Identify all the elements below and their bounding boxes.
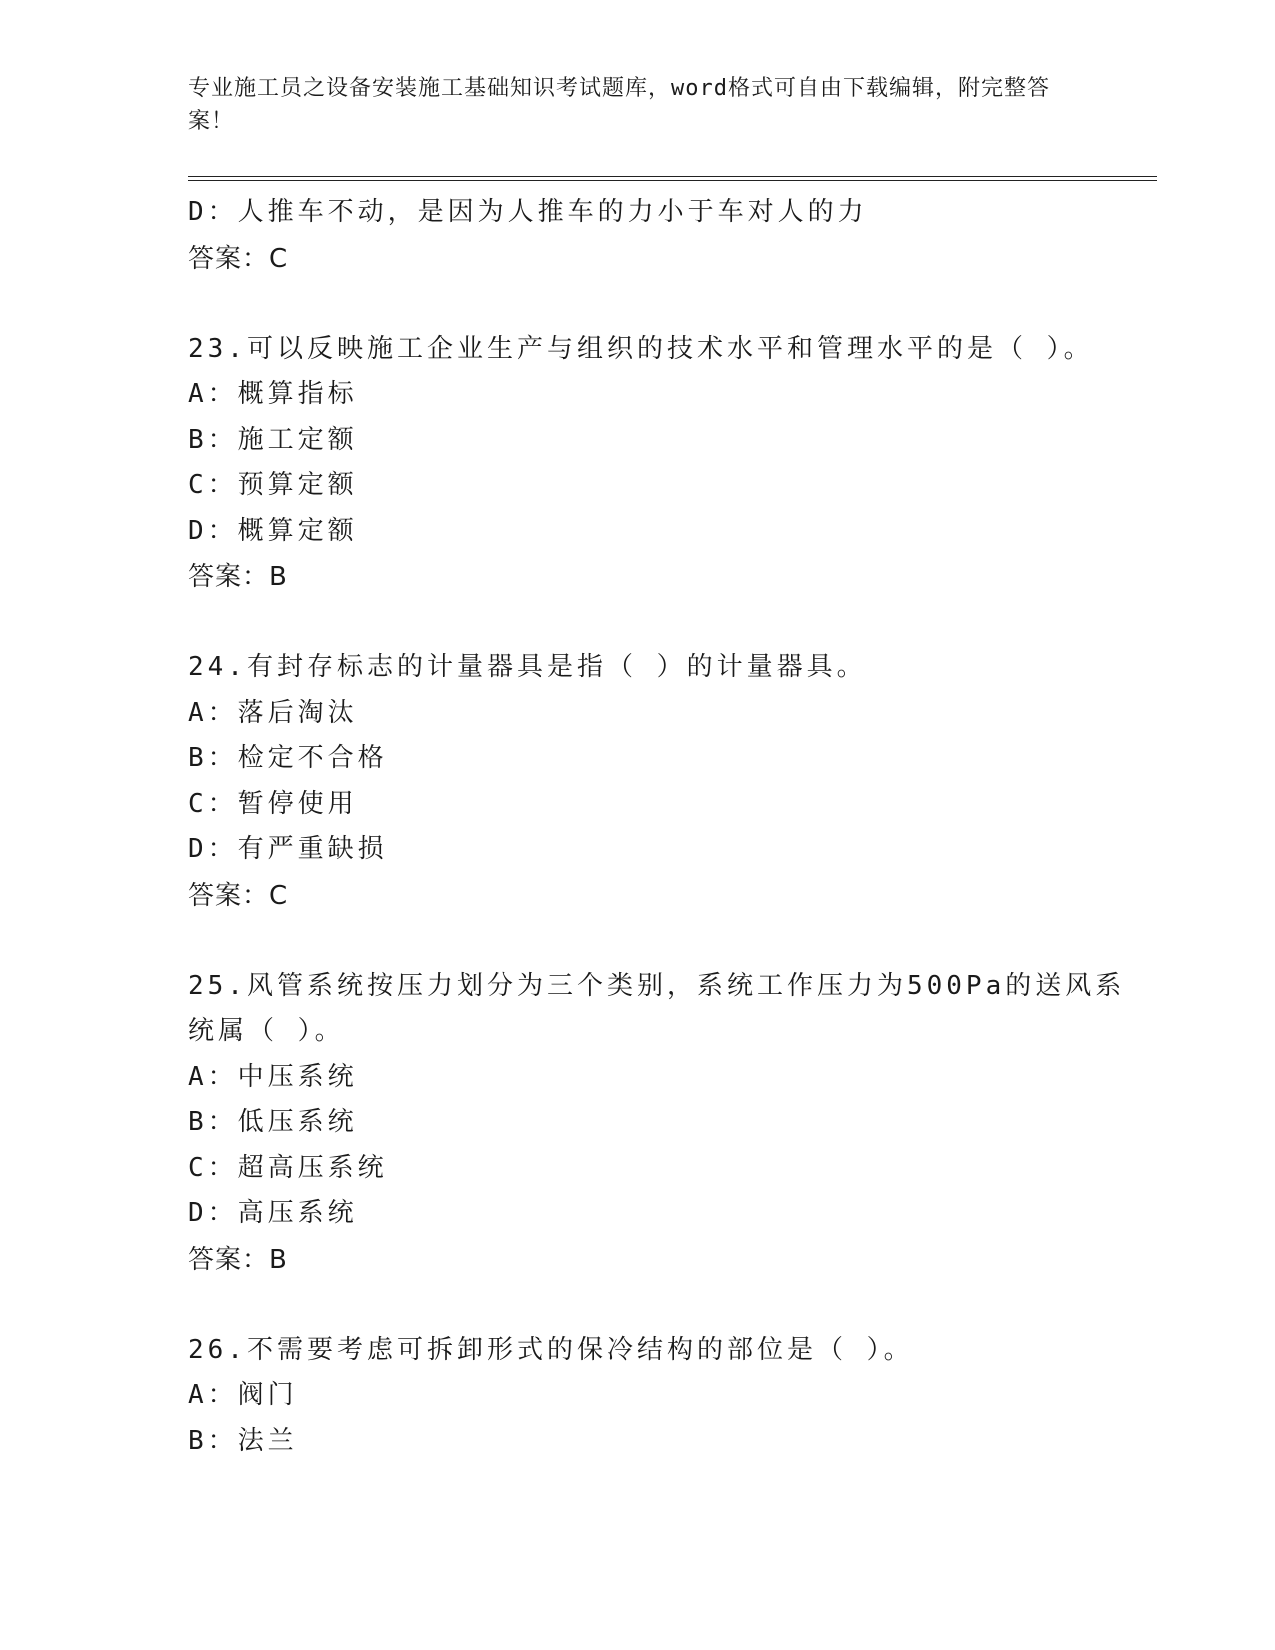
option-d: D：概算定额 <box>188 515 358 546</box>
question-24 <box>188 645 1108 919</box>
question-stem: 25.风管系统按压力划分为三个类别，系统工作压力为500Pa的送风系 <box>188 970 1126 1001</box>
option-d: D：高压系统 <box>188 1198 358 1228</box>
document-header: 专业施工员之设备安装施工基础知识考试题库，word格式可自由下载编辑，附完整答案！ <box>188 76 1050 134</box>
option-b: B：低压系统 <box>188 1107 358 1137</box>
option-b: B：检定不合格 <box>188 743 388 773</box>
option-b: B：法兰 <box>188 1425 298 1456</box>
answer-line: 答案：B <box>188 562 288 592</box>
option-a: A：阀门 <box>188 1380 298 1410</box>
question-26 <box>188 1328 1108 1465</box>
option-c: C：暂停使用 <box>188 788 358 819</box>
option-d: D：人推车不动，是因为人推车的力小于车对人的力 <box>188 197 868 227</box>
question-stem: 26.不需要考虑可拆卸形式的保冷结构的部位是（ ）。 <box>188 1334 914 1365</box>
option-c: C：预算定额 <box>188 470 358 500</box>
question-23 <box>188 327 1108 601</box>
answer-line: 答案：B <box>188 1244 288 1275</box>
option-a: A：落后淘汰 <box>188 697 358 728</box>
option-a: A：中压系统 <box>188 1061 358 1092</box>
answer-line: 答案：C <box>188 880 289 911</box>
option-b: B：施工定额 <box>188 424 358 455</box>
question-stem: 24.有封存标志的计量器具是指（ ）的计量器具。 <box>188 652 867 682</box>
option-c: C：超高压系统 <box>188 1152 388 1183</box>
option-d: D：有严重缺损 <box>188 834 388 864</box>
question-stem: 23.可以反映施工企业生产与组织的技术水平和管理水平的是（ ）。 <box>188 333 1094 364</box>
question-25 <box>188 964 1126 1283</box>
option-a: A：概算指标 <box>188 379 358 409</box>
question-stem-continued: 统属（ ）。 <box>188 1016 345 1046</box>
answer-line: 答案：C <box>188 243 289 274</box>
question-list <box>188 190 1126 1464</box>
header-divider <box>188 176 1157 181</box>
